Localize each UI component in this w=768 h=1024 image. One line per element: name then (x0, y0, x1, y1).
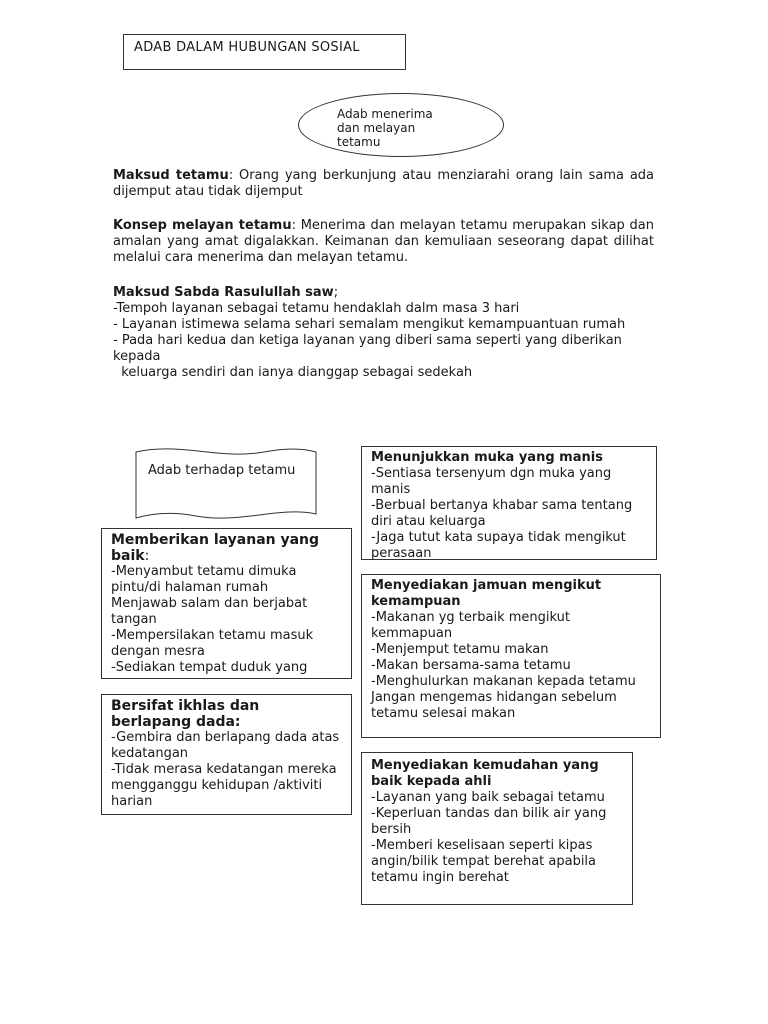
maksud-tetamu-text: : Orang yang berkunjung atau menziarahi orang lain sama ada dijemput atau tidak dijemput (113, 168, 655, 199)
box-layanan (101, 528, 352, 679)
box-layanan-heading: Memberikan layanan yang baik (111, 532, 320, 564)
box-jamuan-line: Jangan mengemas hidangan sebelum tetamu selesai makan (371, 690, 617, 721)
box-layanan-line: -Sediakan tempat duduk yang (111, 660, 308, 675)
sabda-label: Maksud Sabda Rasulullah saw (113, 285, 334, 300)
box-jamuan (361, 574, 661, 738)
box-ikhlas-heading: Bersifat ikhlas dan berlapang dada: (111, 698, 260, 730)
box-muka-line: -Berbual bertanya khabar sama tentang diri atau keluarga (371, 498, 633, 529)
box-ikhlas-line: -Gembira dan berlapang dada atas kedatangan (111, 730, 340, 761)
box-muka-manis (361, 446, 657, 560)
document-title-box (123, 34, 406, 70)
box-muka-heading: Menunjukkan muka yang manis (371, 450, 603, 465)
sabda-line: - Pada hari kedua dan ketiga layanan yang diberi sama seperti yang diberikan kepada (113, 333, 622, 364)
maksud-tetamu-label: Maksud tetamu (113, 168, 229, 183)
konsep-label: Konsep melayan tetamu (113, 218, 292, 233)
box-muka-line: -Jaga tutut kata supaya tidak mengikut perasaan (371, 530, 626, 560)
topic-oval-text: Adab menerima dan melayan tetamu (337, 107, 433, 149)
sabda-line: - Layanan istimewa selama sehari semalam mengikut kemampuantuan rumah (113, 317, 626, 332)
box-layanan-line: -Menyambut tetamu dimuka pintu/di halaman rumah (111, 564, 297, 595)
box-kemudahan-line: -Memberi keselisaan seperti kipas angin/bilik tempat berehat apabila tetamu ingin berehat (371, 838, 597, 885)
sabda-suffix: ; (333, 285, 339, 300)
box-layanan-line: -Mempersilakan tetamu masuk dengan mesra (111, 628, 314, 659)
konsep-paragraph (113, 218, 654, 266)
box-kemudahan-line: -Keperluan tandas dan bilik air yang bersih (371, 806, 607, 837)
banner-label: Adab terhadap tetamu (148, 463, 296, 478)
box-kemudahan (361, 752, 633, 905)
document-title: ADAB DALAM HUBUNGAN SOSIAL (134, 40, 360, 55)
maksud-tetamu-paragraph (113, 168, 654, 200)
banner-shape (130, 444, 320, 526)
konsep-text: : Menerima dan melayan tetamu merupakan sikap dan amalan yang amat digalakkan. Keimanan dan kemuliaan seseorang dapat dilihat melalui cara menerima dan melayan tetamu. (113, 218, 654, 265)
box-jamuan-line: -Menghulurkan makanan kepada tetamu (371, 674, 636, 689)
box-ikhlas (101, 694, 352, 815)
sabda-section (113, 285, 654, 381)
box-layanan-line: Menjawab salam dan berjabat tangan (111, 596, 308, 627)
box-layanan-suffix: : (144, 548, 150, 564)
box-jamuan-heading: Menyediakan jamuan mengikut kemampuan (371, 578, 602, 609)
box-jamuan-line: -Menjemput tetamu makan (371, 642, 549, 657)
sabda-line: keluarga sendiri dan ianya dianggap sebagai sedekah (113, 365, 473, 380)
box-kemudahan-line: -Layanan yang baik sebagai tetamu (371, 790, 605, 805)
box-ikhlas-line: -Tidak merasa kedatangan mereka mengganggu kehidupan /aktiviti harian (111, 762, 337, 809)
sabda-line: -Tempoh layanan sebagai tetamu hendaklah dalm masa 3 hari (113, 301, 520, 316)
box-kemudahan-heading: Menyediakan kemudahan yang baik kepada ahli (371, 758, 599, 789)
box-jamuan-line: -Makanan yg terbaik mengikut kemmapuan (371, 610, 570, 641)
box-muka-line: -Sentiasa tersenyum dgn muka yang manis (371, 466, 612, 497)
box-jamuan-line: -Makan bersama-sama tetamu (371, 658, 571, 673)
